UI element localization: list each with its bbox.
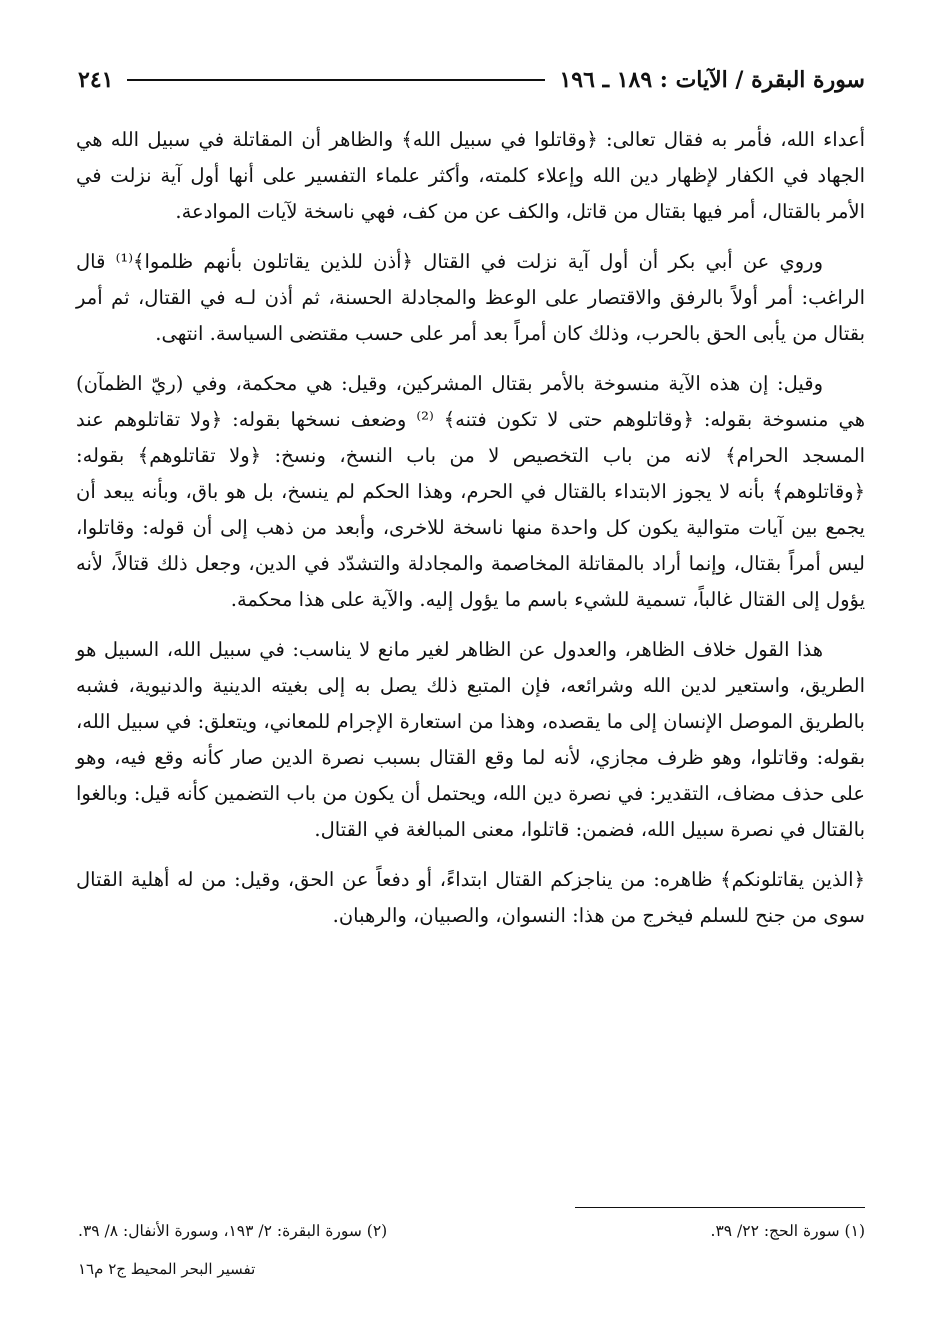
paragraph-5: ﴿الذين يقاتلونكم﴾ ظاهره: من يناجزكم القتال ابتداءً، أو دفعاً عن الحق، وقيل: من له أهلية القتال سوى من جنح للسلم فيخرج من هذا: النسوان، والصبيان، والرهبان. bbox=[76, 868, 865, 927]
footnote-1: (١) سورة الحج: ٢٢/ ٣٩. bbox=[710, 1222, 865, 1240]
paragraph-1: أعداء الله، فأمر به فقال تعالى: ﴿وقاتلوا في سبيل الله﴾ والظاهر أن المقاتلة في سبيل الله هي الجهاد في الكفار لإظهار دين الله وإعلاء كلمته، وأكثر علماء التفسير على أنها أول آية نزلت في الأمر بالقتال، أمر فيها بقتال من قاتل، والكف عن من كف، فهي ناسخة لآيات الموادعة. bbox=[76, 128, 865, 223]
footnotes bbox=[78, 1222, 865, 1240]
footnote-2: (٢) سورة البقرة: ٢/ ١٩٣، وسورة الأنفال: ٨/ ٣٩. bbox=[78, 1222, 388, 1240]
footnote-separator bbox=[575, 1207, 865, 1208]
source-signature: تفسير البحر المحيط ج٢ م١٦ bbox=[78, 1260, 256, 1278]
header-title: سورة البقرة / الآيات : ١٨٩ ـ ١٩٦ bbox=[559, 67, 865, 93]
page-number: ٢٤١ bbox=[78, 67, 114, 93]
paragraph-4: هذا القول خلاف الظاهر، والعدول عن الظاهر لغير مانع لا يناسب: في سبيل الله، السبيل هو الطريق، واستعير لدين الله وشرائعه، فإن المتبع ذلك يصل به إلى بغيته الدينية والدنيوية، فشبه بالطريق الموصل الإنسان إلى ما يقصده، وهذا من استعارة الإجرام للمعاني، ويتعلق: في سبيل الله، بقوله: وقاتلوا، وهو ظرف مجازي، لأنه لما وقع القتال بسبب نصرة الدين صار كأنه وقع فيه، وهو على حذف مضاف، التقدير: في نصرة دين الله، ويحتمل أن يكون من باب التضمين كأنه قيل: وبالغوا بالقتال في نصرة سبيل الله، فضمن: قاتلوا، معنى المبالغة في القتال. bbox=[76, 638, 865, 841]
paragraph-3: وقيل: إن هذه الآية منسوخة بالأمر بقتال المشركين، وقيل: هي محكمة، وفي (ريّ الظمآن) هي منسوخة بقوله: ﴿وقاتلوهم حتى لا تكون فتنه﴾ ⁽²⁾ وضعف نسخها بقوله: ﴿ولا تقاتلوهم عند المسجد الحرام﴾ لانه من باب التخصيص لا من باب النسخ، ونسخ: ﴿ولا تقاتلوهم﴾ بقوله: ﴿وقاتلوهم﴾ بأنه لا يجوز الابتداء بالقتال في الحرم، وهذا الحكم لم ينسخ، بل هو باق، وبأنه يبعد أن يجمع بين آيات متوالية يكون كل واحدة منها ناسخة للاخرى، وأبعد من ذهب إلى أن قوله: وقاتلوا، ليس أمراً بقتال، وإنما أراد بالمقاتلة المخاصمة والمجادلة والتشدّد في الدين، وجعل ذلك قتالاً، لأنه يؤول إلى القتال غالباً، تسمية للشيء باسم ما يؤول إليه. والآية على هذا محكمة. bbox=[76, 372, 866, 611]
paragraph-2: وروي عن أبي بكر أن أول آية نزلت في القتال ﴿أذن للذين يقاتلون بأنهم ظلموا﴾⁽¹⁾ قال الراغب: أمر أولاً بالرفق والاقتصار على الوعظ والمجادلة الحسنة، ثم أذن لـه في القتال، ثم أمر بقتال من يأبى الحق بالحرب، وذلك كان أمراً بعد أمر على حسب مقتضى السياسة. انتهى. bbox=[76, 250, 865, 345]
running-header bbox=[78, 60, 865, 100]
main-text bbox=[76, 122, 865, 948]
header-rule bbox=[127, 79, 545, 81]
